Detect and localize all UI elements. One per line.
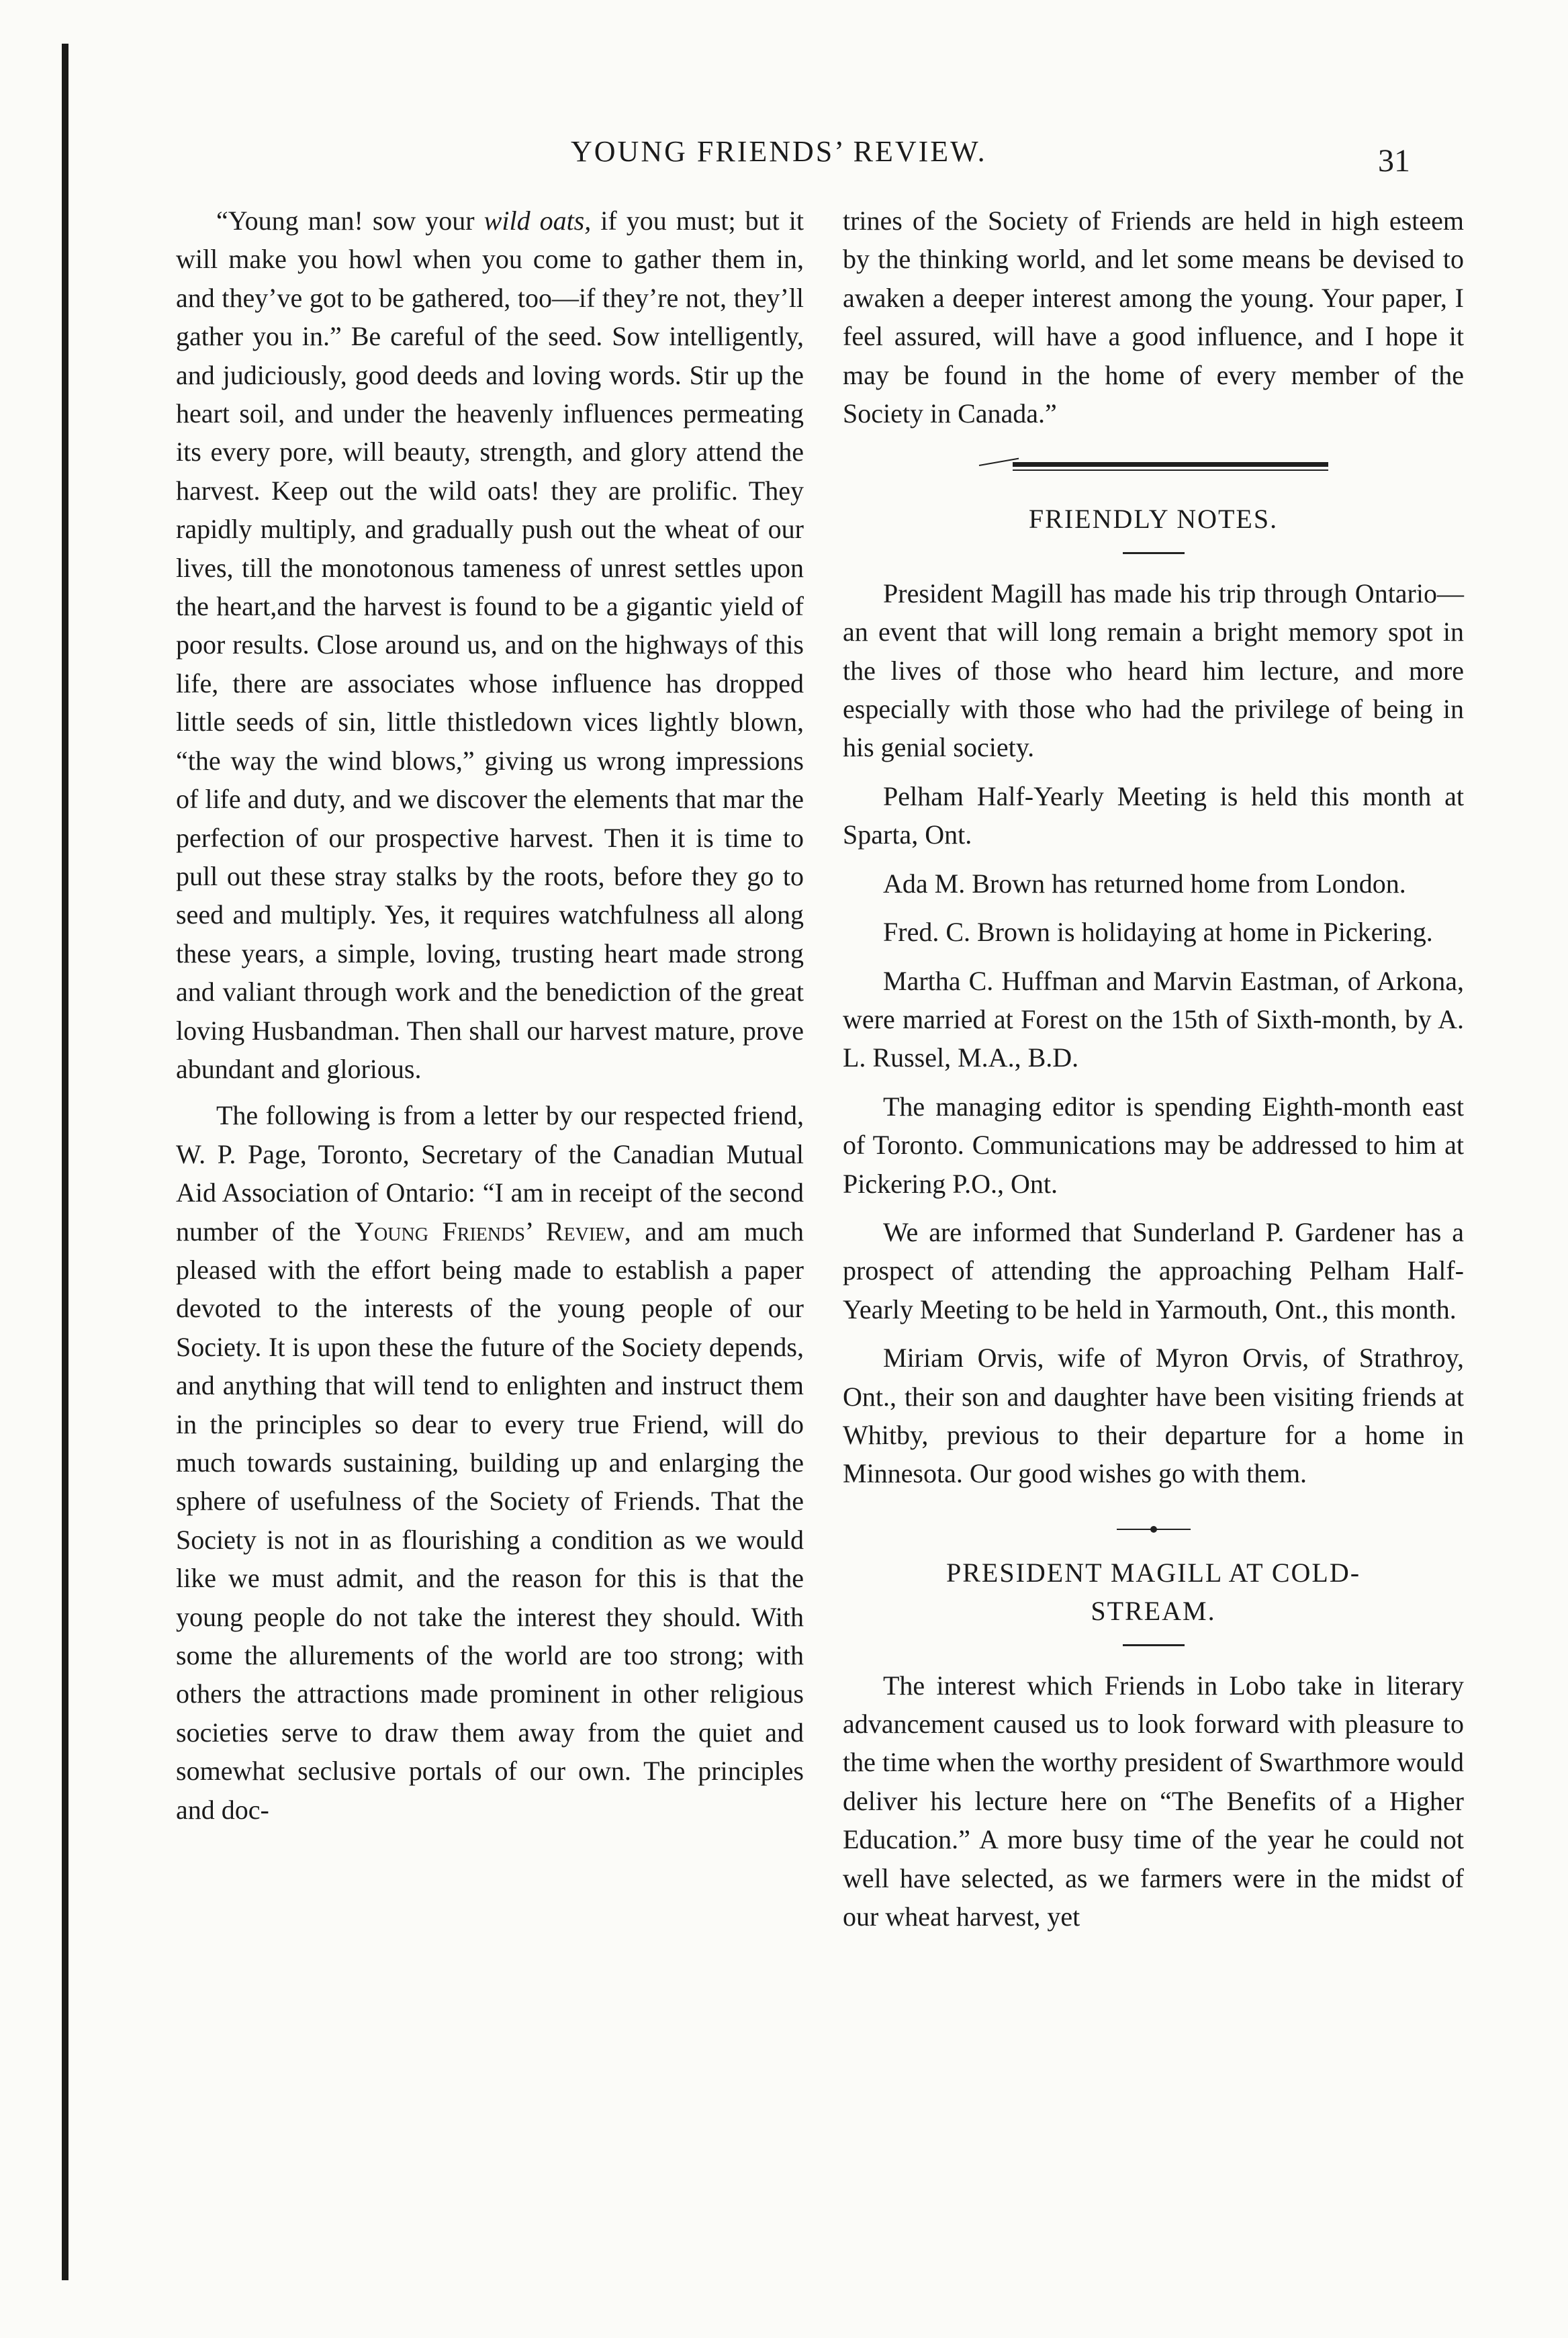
magill-heading-line2: STREAM. — [1091, 1596, 1216, 1627]
friendly-notes-list — [843, 574, 1464, 1493]
magill-heading-line1: PRESIDENT MAGILL AT COLD- — [946, 1557, 1361, 1588]
paragraph-text: “Young man! sow your — [216, 206, 484, 236]
ornamental-divider — [979, 457, 1328, 477]
magill-article-paragraph: The interest which Friends in Lobo take in literary advancement caused us to look forward with pleasure to the time when the worthy president of Swarthmore would deliver his lecture here on “The Benefits of a Higher Education.” A more busy time of the year he could not well have selected, as we farmers were in the midst of our wheat harvest, yet — [843, 1670, 1464, 1932]
letter-paragraph — [176, 1096, 804, 1829]
note-item: President Magill has made his trip through Ontario—an event that will long remain a bright memory spot in the lives of those who heard him lecture, and more especially with those who had the privilege of being in his genial society. — [843, 578, 1464, 763]
note-item: Miriam Orvis, wife of Myron Orvis, of Strathroy, Ont., their son and daughter have been visiting friends at Whitby, previous to their departure for a home in Minnesota. Our good wishes go with them. — [843, 1343, 1464, 1489]
letter-continuation: trines of the Society of Friends are held in high esteem by the thinking world, and let some means be devised to awaken a deeper interest among the young. Your paper, I feel assured, will have a good influence, and I hope it may be found in the home of every member of the Society in Canada.” — [843, 206, 1464, 429]
heading-rule — [1123, 1644, 1185, 1646]
note-item: The managing editor is spending Eighth-month east of Toronto. Communications may be addressed to him at Pickering P.O., Ont. — [843, 1091, 1464, 1199]
note-item: Pelham Half-Yearly Meeting is held this month at Sparta, Ont. — [843, 780, 1464, 850]
note-item: Martha C. Huffman and Marvin Eastman, of Arkona, were married at Forest on the 15th of Sixth-month, by A. L. Russel, M.A., B.D. — [843, 965, 1464, 1073]
page-number: 31 — [1378, 143, 1410, 179]
note-item: We are informed that Sunderland P. Gardener has a prospect of attending the approaching Pelham Half-Yearly Meeting to be held in Yarmouth, Ont., this month. — [843, 1216, 1464, 1324]
left-column — [176, 201, 804, 1829]
dotted-divider — [1117, 1523, 1191, 1536]
running-header-title: YOUNG FRIENDS’ REVIEW. — [571, 135, 987, 168]
friendly-notes-heading: FRIENDLY NOTES. — [1028, 504, 1279, 535]
divider-thick-line — [1013, 462, 1328, 467]
divider-dot — [1150, 1526, 1157, 1533]
wild-oats-paragraph — [176, 201, 804, 1088]
paragraph-text: , and am much pleased with the effort being made to establish a paper devoted to the interests of the young people of our Society. It is upon these the future of the Society depends, and anything that will tend to enlighten and instruct them in the principles so dear to every true Friend, will do much towards sustaining, building up and enlarging the sphere of usefulness of the Society of Friends. That the Society is not in as flourishing a condition as we would like we must admit, and the reason for this is that the young people do not take the interest they should. With some the allurements of the world are too strong; with others the attractions made prominent in other religious societies serve to draw them away from the quiet and somewhat seclusive portals of our own. The principles and doc- — [176, 1216, 804, 1825]
note-item: Fred. C. Brown is holidaying at home in Pickering. — [883, 917, 1433, 948]
note-item: Ada M. Brown has returned home from London. — [883, 868, 1406, 899]
paragraph-text: The following is from a letter by our respected friend, W. P. Page, Toronto, Secretary of the Canadian Mutual Aid Association of Ontario: “I am in receipt of the second number of the — [176, 1100, 804, 1247]
italic-phrase: wild oats, — [483, 206, 592, 236]
right-column — [843, 201, 1464, 1936]
review-title-smallcaps: Young Friends’ Review — [355, 1216, 625, 1247]
page-edge-rule — [62, 44, 68, 2280]
heading-rule — [1123, 552, 1185, 554]
paragraph-text: if you must; but it will make you howl when you come to gather them in, and they’ve got to be gathered, too—if they’re not, they’ll gather you in.” Be careful of the seed. Sow intelligently, and judiciously, good deeds and loving words. Stir up the heart soil, and under the heavenly influences permeating its every pore, will beauty, strength, and glory attend the harvest. Keep out the wild oats! they are prolific. They rapidly multiply, and gradually push out the wheat of our lives, till the monotonous tameness of unrest settles upon the heart,and the harvest is found to be a gigantic yield of poor results. Close around us, and on the highways of this life, there are associates whose influence has dropped little seeds of sin, little thistledown vices lightly blown, “the way the wind blows,” giving us wrong impressions of life and duty, and we discover the elements that mar the perfection of our prospective harvest. Then it is time to pull out these stray stalks by the roots, before they go to seed and multiply. Yes, it requires watchfulness all along these years, a simple, loving, trusting heart made strong and valiant through work and the benediction of the great loving Husbandman. Then shall our harvest mature, prove abundant and glorious. — [176, 206, 804, 1084]
divider-thin-line — [1013, 469, 1328, 471]
